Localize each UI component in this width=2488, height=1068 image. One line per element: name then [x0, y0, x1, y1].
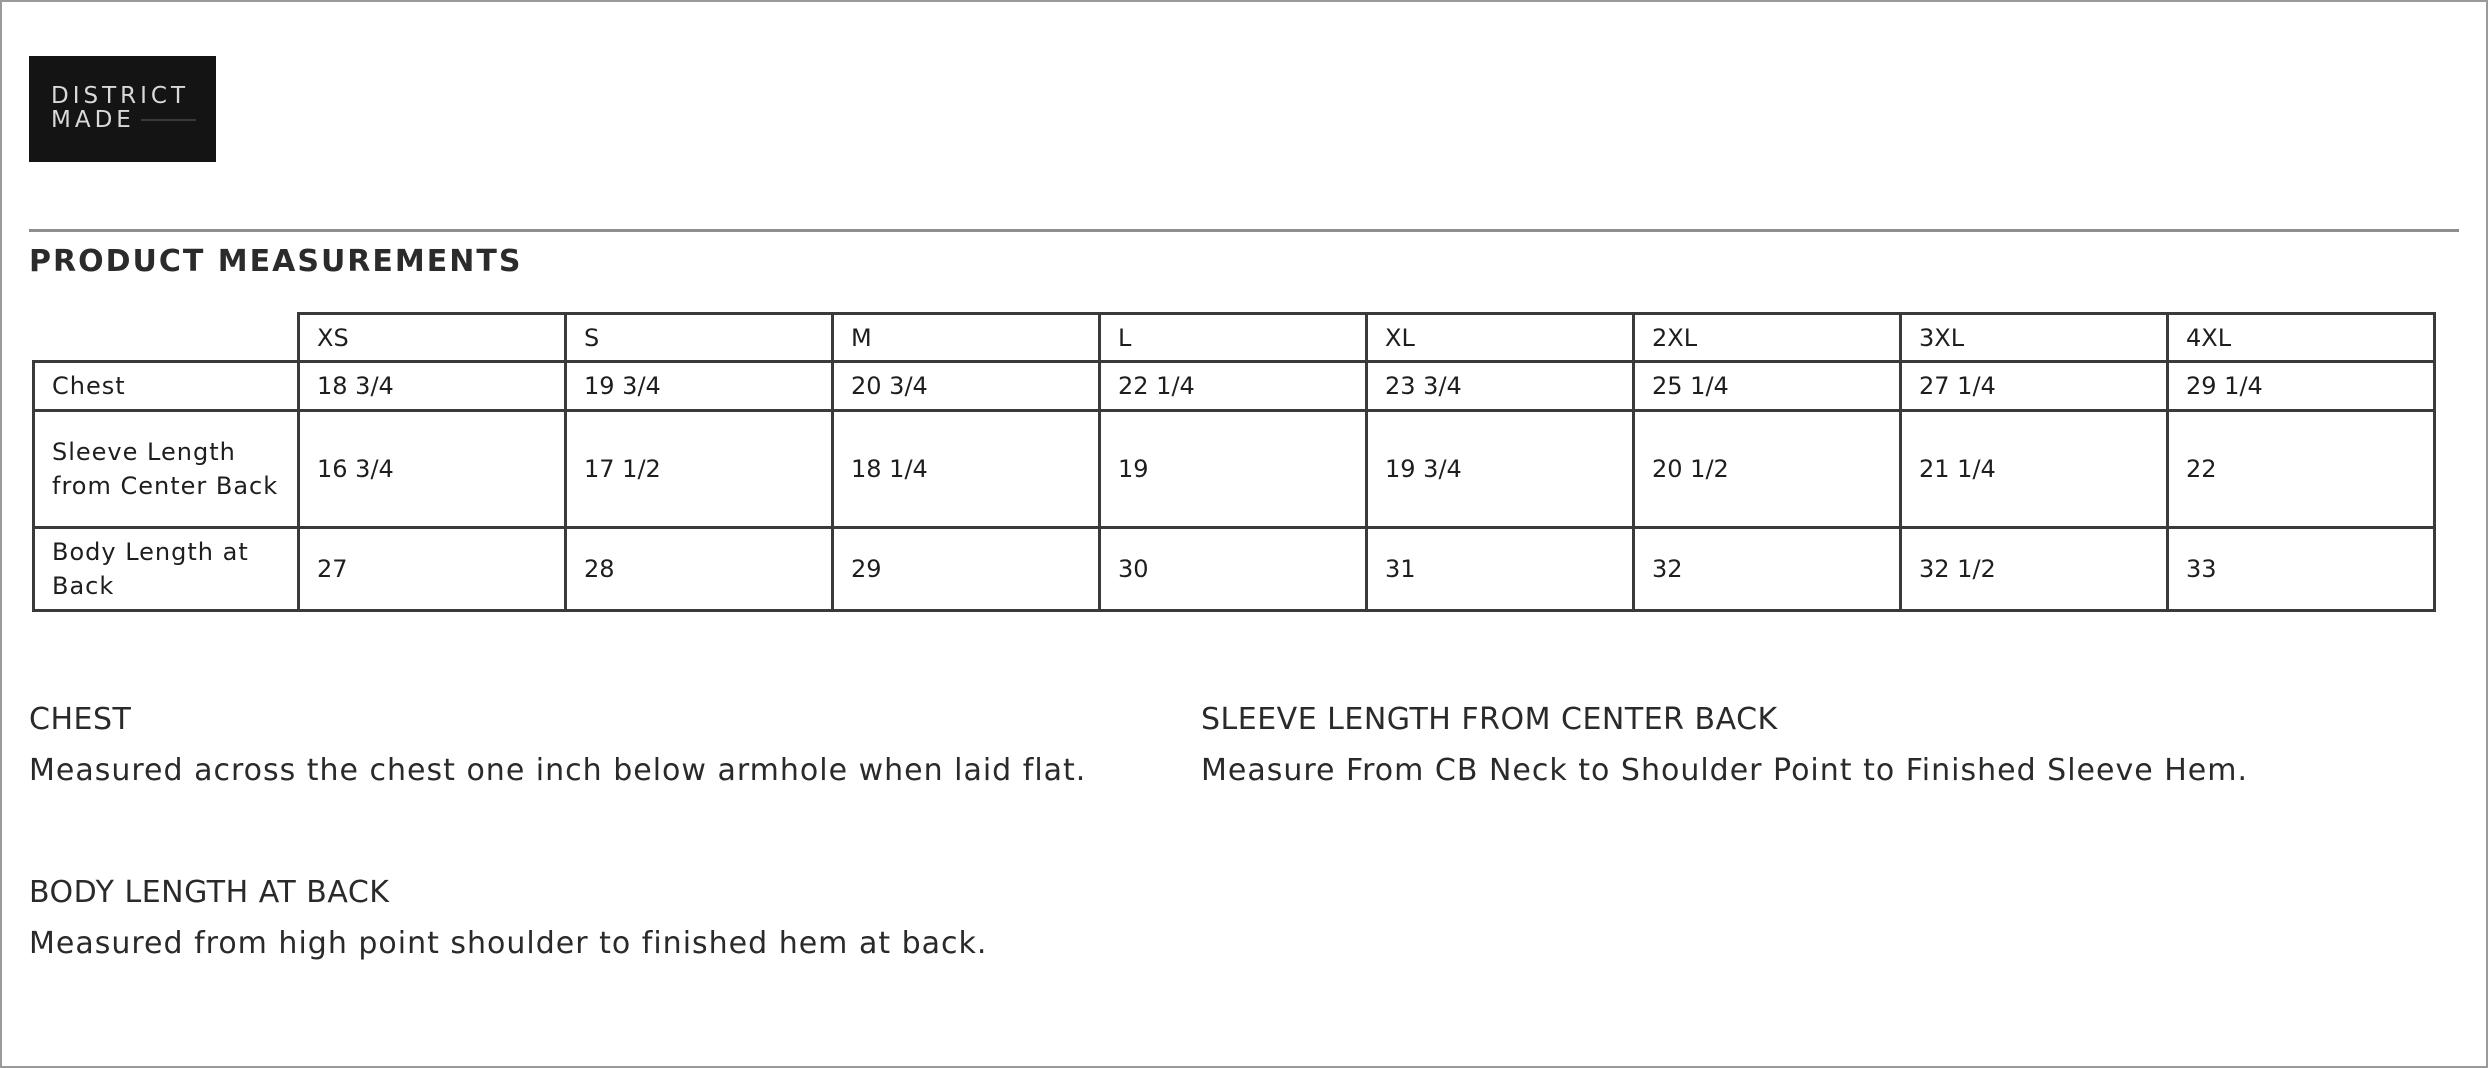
size-header: XS: [299, 314, 566, 362]
measurement-cell: 25 1/4: [1634, 362, 1901, 411]
definition-text: Measure From CB Neck to Shoulder Point to Finished Sleeve Hem.: [1201, 753, 2248, 788]
definition-sleeve-length: [1201, 702, 2248, 788]
measurement-cell: 23 3/4: [1367, 362, 1634, 411]
measurement-cell: 27 1/4: [1901, 362, 2168, 411]
row-label: Chest: [34, 362, 299, 411]
size-header: L: [1100, 314, 1367, 362]
logo-line-1: DISTRICT: [51, 83, 190, 109]
logo-wordmark: [51, 84, 189, 132]
definition-title: SLEEVE LENGTH FROM CENTER BACK: [1201, 702, 1778, 737]
definition-title: CHEST: [29, 702, 132, 737]
measurement-cell: 32 1/2: [1901, 528, 2168, 611]
row-label: Body Length at Back: [34, 528, 299, 611]
measurement-cell: 18 3/4: [299, 362, 566, 411]
definition-text: Measured from high point shoulder to finished hem at back.: [29, 926, 988, 961]
definition-body-length: [29, 875, 987, 961]
row-label: Sleeve Length from Center Back: [34, 411, 299, 528]
size-header: S: [566, 314, 833, 362]
size-header: XL: [1367, 314, 1634, 362]
table-row-chest: [34, 362, 2435, 411]
measurement-cell: 31: [1367, 528, 1634, 611]
corner-cell: [34, 314, 299, 362]
measurement-cell: 29: [833, 528, 1100, 611]
measurement-cell: 27: [299, 528, 566, 611]
header-divider: [29, 229, 2459, 232]
size-header-row: [34, 314, 2435, 362]
definition-chest: [29, 702, 1086, 788]
measurement-cell: 30: [1100, 528, 1367, 611]
measurements-table: [32, 312, 2436, 612]
measurement-cell: 22: [2168, 411, 2435, 528]
measurement-cell: 19: [1100, 411, 1367, 528]
measurement-cell: 19 3/4: [566, 362, 833, 411]
logo-line-2: MADE: [51, 107, 135, 133]
measurement-cell: 22 1/4: [1100, 362, 1367, 411]
measurement-cell: 19 3/4: [1367, 411, 1634, 528]
measurement-cell: 16 3/4: [299, 411, 566, 528]
district-made-logo: [29, 56, 216, 162]
logo-tagline-mark: [141, 119, 196, 121]
measurement-cell: 21 1/4: [1901, 411, 2168, 528]
definition-title: BODY LENGTH AT BACK: [29, 875, 390, 910]
size-header: M: [833, 314, 1100, 362]
measurement-cell: 28: [566, 528, 833, 611]
size-header: 3XL: [1901, 314, 2168, 362]
measurement-cell: 20 3/4: [833, 362, 1100, 411]
measurement-cell: 18 1/4: [833, 411, 1100, 528]
size-header: 4XL: [2168, 314, 2435, 362]
definition-text: Measured across the chest one inch below armhole when laid flat.: [29, 753, 1087, 788]
page-title: PRODUCT MEASUREMENTS: [29, 244, 523, 279]
measurement-cell: 33: [2168, 528, 2435, 611]
measurement-cell: 32: [1634, 528, 1901, 611]
measurement-cell: 17 1/2: [566, 411, 833, 528]
size-header: 2XL: [1634, 314, 1901, 362]
measurement-cell: 20 1/2: [1634, 411, 1901, 528]
table-row-sleeve-length: [34, 411, 2435, 528]
measurement-cell: 29 1/4: [2168, 362, 2435, 411]
table-row-body-length: [34, 528, 2435, 611]
